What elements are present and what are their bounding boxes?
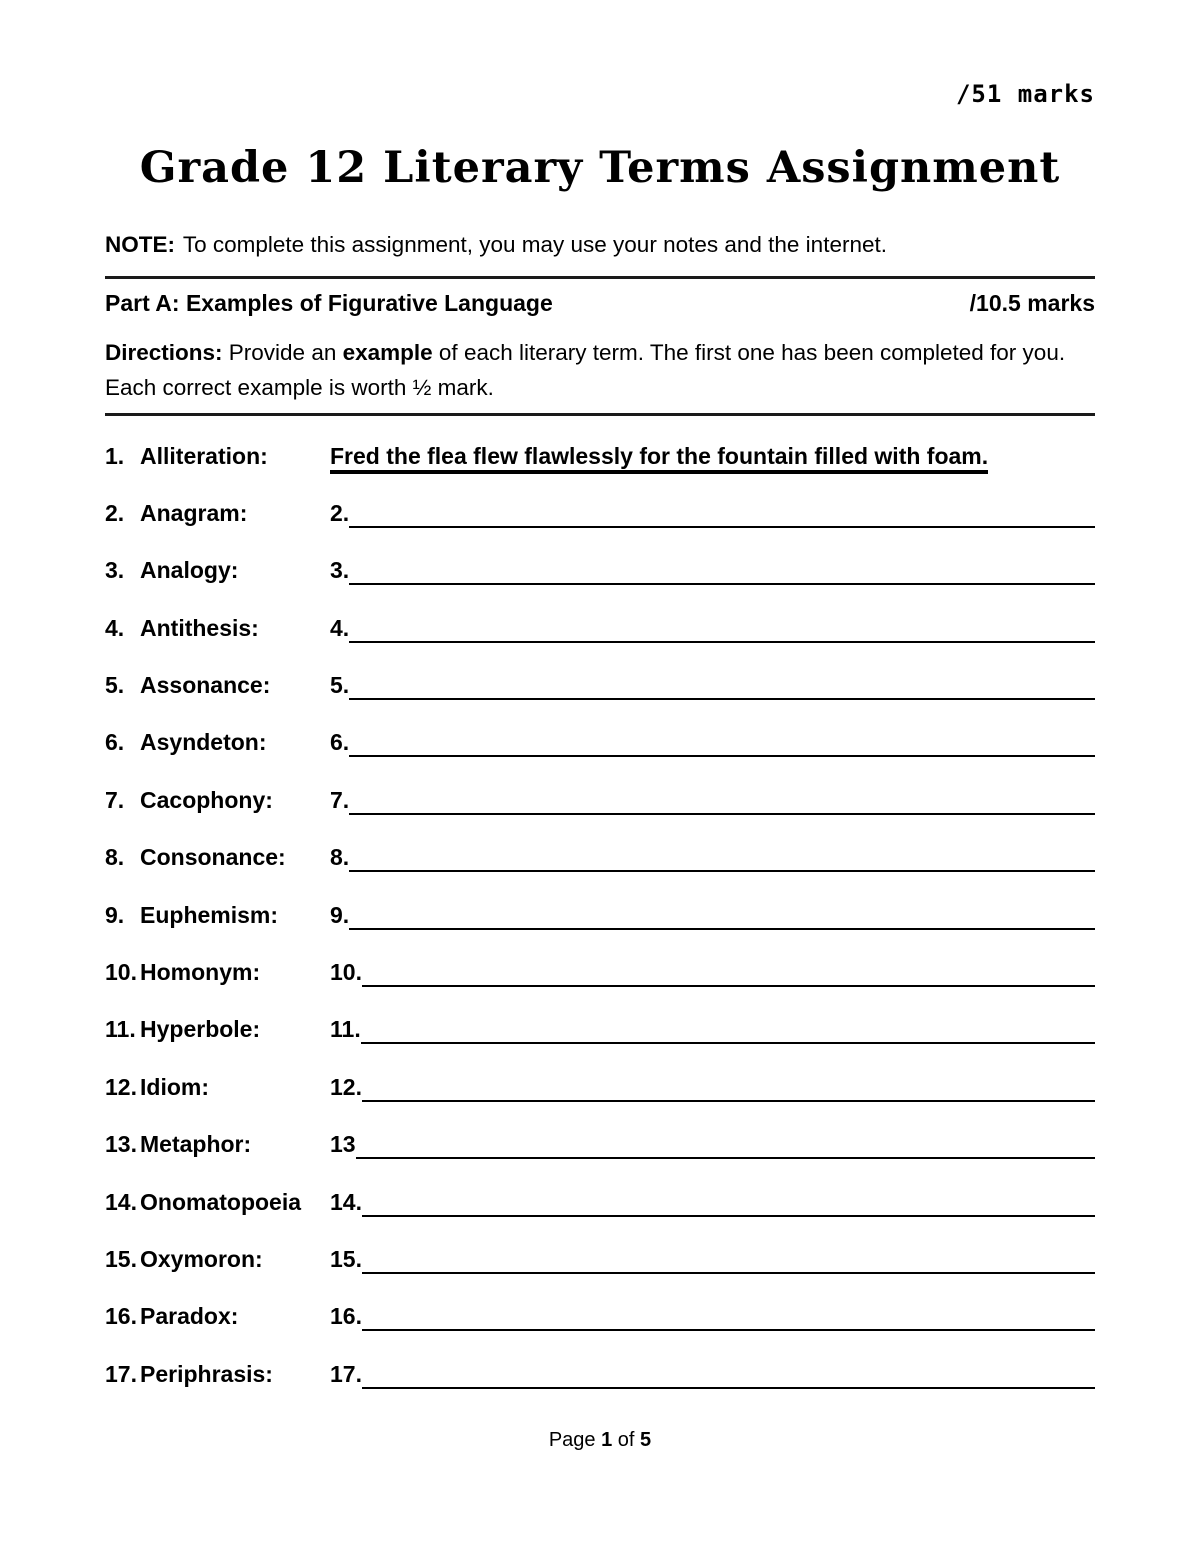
term-answer-cell [330, 442, 1095, 474]
term-number: 9. [105, 901, 125, 928]
answer-number: 10. [330, 959, 362, 986]
term-label-cell [105, 556, 330, 584]
term-row [105, 671, 1095, 728]
answer-number: 11. [330, 1016, 361, 1043]
answer-number: 12. [330, 1073, 362, 1100]
term-row [105, 901, 1095, 958]
footer-total-pages: 5 [640, 1429, 652, 1451]
answer-number: 15. [330, 1245, 362, 1272]
term-label: Analogy: [140, 557, 239, 584]
term-answer-cell [330, 614, 1095, 643]
term-label-cell [105, 901, 330, 929]
term-answer-cell [330, 499, 1095, 528]
term-answer-cell [330, 786, 1095, 815]
answer-number: 6. [330, 729, 350, 756]
term-label: Periphrasis: [140, 1360, 273, 1387]
answer-blank-line [349, 556, 1095, 585]
answer-blank-line [349, 614, 1095, 643]
term-label-cell [105, 614, 330, 642]
term-label: Hyperbole: [140, 1016, 261, 1043]
part-a-heading: Part A: Examples of Figurative Language [105, 290, 553, 316]
answer-number: 14. [330, 1188, 362, 1215]
term-label-cell [105, 1073, 330, 1101]
answer-number: 13 [330, 1131, 356, 1158]
footer-word-page: Page [548, 1429, 602, 1451]
term-number: 16. [105, 1303, 137, 1330]
term-answer-cell [330, 671, 1095, 700]
term-label-cell [105, 1015, 330, 1043]
term-label-cell [105, 958, 330, 986]
term-number: 6. [105, 729, 125, 756]
answer-blank-line [362, 1188, 1095, 1217]
term-label-cell [105, 1302, 330, 1330]
term-number: 1. [105, 442, 125, 469]
term-number: 7. [105, 786, 125, 813]
answer-number: 5. [330, 672, 350, 699]
answer-blank-line [349, 499, 1095, 528]
term-answer-cell [330, 556, 1095, 585]
term-row [105, 1130, 1095, 1187]
term-answer-cell [330, 843, 1095, 872]
term-label-cell [105, 442, 330, 470]
footer-word-of: of [612, 1429, 641, 1451]
directions-segment-1: Provide an [222, 340, 343, 365]
term-number: 10. [105, 959, 137, 986]
term-number: 11. [105, 1016, 136, 1043]
term-label-cell [105, 499, 330, 527]
term-label: Paradox: [140, 1303, 239, 1330]
term-label-cell [105, 843, 330, 871]
term-row [105, 442, 1095, 499]
term-row [105, 499, 1095, 556]
term-label: Assonance: [140, 672, 271, 699]
term-label: Cacophony: [140, 786, 273, 813]
section-divider-top [105, 276, 1095, 279]
term-row [105, 614, 1095, 671]
answer-blank-line [349, 901, 1095, 930]
section-divider-bottom [105, 413, 1095, 416]
term-answer-cell [330, 1302, 1095, 1331]
page-title: Grade 12 Literary Terms Assignment [139, 143, 1061, 193]
answer-blank-line [362, 1245, 1095, 1274]
term-row [105, 1073, 1095, 1130]
directions-bold-word: example [342, 340, 433, 365]
term-number: 13. [105, 1131, 137, 1158]
note-paragraph [105, 230, 1095, 260]
term-label: Oxymoron: [140, 1245, 263, 1272]
answer-blank-line [362, 1360, 1095, 1389]
directions-segment-2: of each literary term. The first one has been completed for you. Each correct example is worth ½ mark. [105, 340, 1066, 400]
term-label-cell [105, 1188, 330, 1216]
term-number: 12. [105, 1073, 137, 1100]
note-text: To complete this assignment, you may use your notes and the internet. [177, 232, 887, 257]
term-row [105, 843, 1095, 900]
answer-blank-line [361, 1015, 1095, 1044]
terms-list [105, 442, 1095, 1418]
term-row [105, 958, 1095, 1015]
answer-blank-line [349, 728, 1095, 757]
term-answer-cell [330, 1130, 1095, 1159]
term-number: 14. [105, 1188, 137, 1215]
note-label: NOTE: [105, 232, 175, 257]
answer-number: 8. [330, 844, 350, 871]
answer-number: 3. [330, 557, 350, 584]
term-number: 3. [105, 557, 125, 584]
term-label: Antithesis: [140, 614, 259, 641]
term-answer-cell [330, 1015, 1095, 1044]
term-label: Metaphor: [140, 1131, 252, 1158]
total-marks: /51 marks [955, 80, 1095, 108]
term-row [105, 556, 1095, 613]
answer-blank-line [349, 786, 1095, 815]
term-number: 15. [105, 1245, 137, 1272]
part-a-heading-row [105, 289, 1095, 317]
term-answer-cell [330, 1188, 1095, 1217]
answer-number: 4. [330, 614, 350, 641]
answer-number: 9. [330, 901, 350, 928]
term-answer-cell [330, 1073, 1095, 1102]
term-row [105, 1302, 1095, 1359]
term-label-cell [105, 1245, 330, 1273]
term-label: Consonance: [140, 844, 286, 871]
term-row [105, 1015, 1095, 1072]
term-label: Homonym: [140, 959, 261, 986]
term-number: 4. [105, 614, 125, 641]
term-answer-cell [330, 958, 1095, 987]
term-row [105, 728, 1095, 785]
answer-blank-line [349, 671, 1095, 700]
term-label: Euphemism: [140, 901, 279, 928]
term-label: Alliteration: [140, 442, 268, 469]
term-number: 17. [105, 1360, 137, 1387]
term-answer-cell [330, 901, 1095, 930]
term-answer-cell [330, 1360, 1095, 1389]
term-label-cell [105, 728, 330, 756]
term-label-cell [105, 1130, 330, 1158]
term-label-cell [105, 786, 330, 814]
answer-number: 16. [330, 1303, 362, 1330]
answer-blank-line [356, 1130, 1095, 1159]
term-answer-cell [330, 1245, 1095, 1274]
directions-paragraph [105, 335, 1095, 405]
answer-blank-line [362, 1302, 1095, 1331]
term-row [105, 786, 1095, 843]
answer-number: 17. [330, 1360, 362, 1387]
answer-blank-line [362, 1073, 1095, 1102]
term-label: Idiom: [140, 1073, 209, 1100]
answer-number: 2. [330, 499, 350, 526]
answer-text: Fred the flea flew flawlessly for the fountain filled with foam. [330, 442, 988, 474]
term-label-cell [105, 1360, 330, 1388]
term-label-cell [105, 671, 330, 699]
term-row [105, 1188, 1095, 1245]
term-label: Anagram: [140, 499, 248, 526]
term-number: 2. [105, 499, 125, 526]
term-label: Onomatopoeia [140, 1188, 302, 1215]
directions-label: Directions: [105, 340, 223, 365]
footer-page-number: 1 [601, 1429, 613, 1451]
term-label: Asyndeton: [140, 729, 267, 756]
answer-blank-line [349, 843, 1095, 872]
term-number: 8. [105, 844, 125, 871]
term-number: 5. [105, 672, 125, 699]
part-a-marks: /10.5 marks [969, 290, 1095, 316]
page-footer [0, 1428, 1200, 1452]
answer-number: 7. [330, 786, 350, 813]
term-answer-cell [330, 728, 1095, 757]
answer-blank-line [362, 958, 1095, 987]
term-row [105, 1360, 1095, 1417]
term-row [105, 1245, 1095, 1302]
